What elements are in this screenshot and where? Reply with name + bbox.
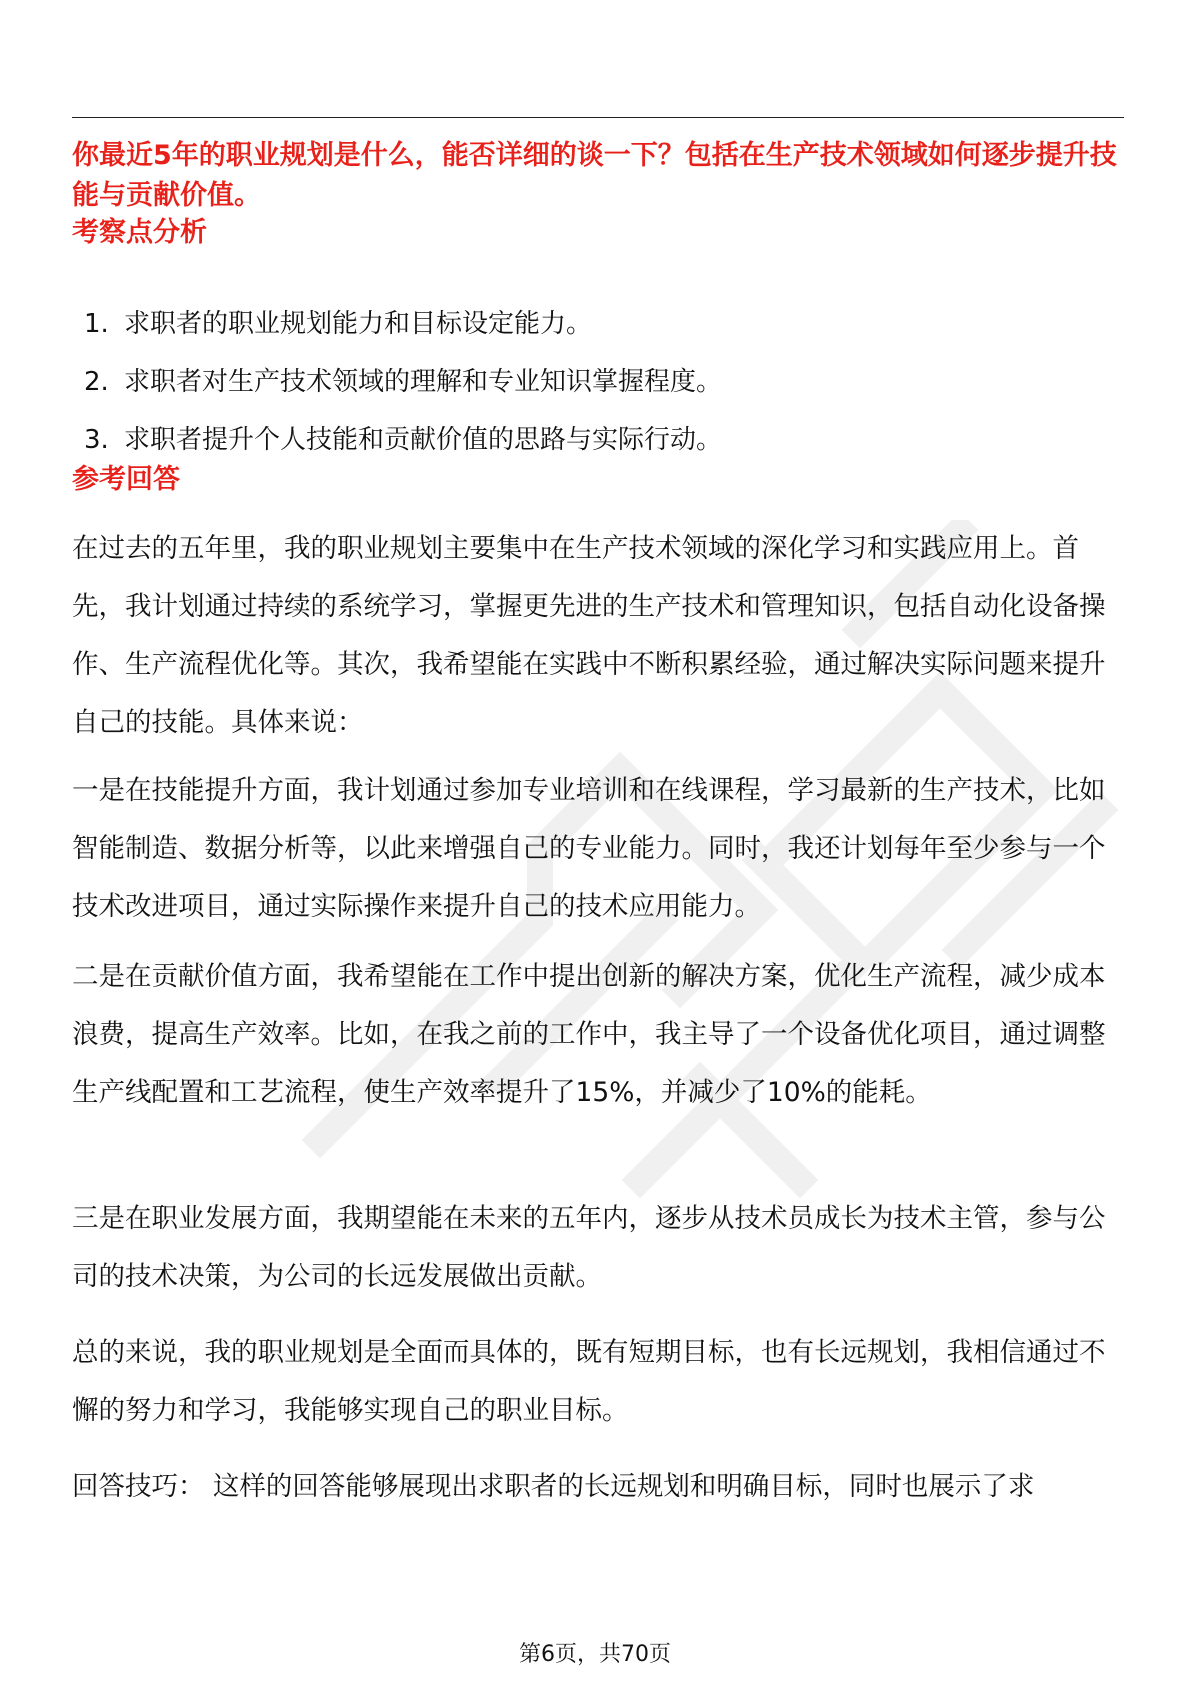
- list-item: [84, 306, 1114, 364]
- analysis-title: 考察点分析: [72, 217, 207, 248]
- question-heading: 你最近5年的职业规划是什么，能否详细的谈一下？包括在生产技术领域如何逐步提升技能与贡献价值。: [72, 140, 1117, 211]
- list-item-number: 2.: [84, 367, 109, 397]
- answer-paragraph-5: 总的来说，我的职业规划是全面而具体的，既有短期目标，也有长远规划，我相信通过不懈的努力和学习，我能够实现自己的职业目标。: [72, 1337, 1106, 1426]
- answer-paragraph-1: 在过去的五年里，我的职业规划主要集中在生产技术领域的深化学习和实践应用上。首先，我计划通过持续的系统学习，掌握更先进的生产技术和管理知识，包括自动化设备操作、生产流程优化等。其次，我希望能在实践中不断积累经验，通过解决实际问题来提升自己的技能。具体来说：: [72, 533, 1106, 738]
- list-item-number: 1.: [84, 309, 109, 339]
- list-item-text: 求职者的职业规划能力和目标设定能力。: [124, 309, 593, 339]
- answer-paragraph-2: 一是在技能提升方面，我计划通过参加专业培训和在线课程，学习最新的生产技术，比如智能制造、数据分析等，以此来增强自己的专业能力。同时，我还计划每年至少参与一个技术改进项目，通过实际操作来提升自己的技术应用能力。: [72, 775, 1106, 922]
- list-item: [84, 422, 1114, 480]
- answer-paragraph-4: 三是在职业发展方面，我期望能在未来的五年内，逐步从技术员成长为技术主管，参与公司的技术决策，为公司的长远发展做出贡献。: [72, 1203, 1106, 1292]
- header-rule: [72, 117, 1124, 118]
- analysis-points-list: [84, 306, 1114, 480]
- list-item-number: 3.: [84, 425, 109, 455]
- list-item-text: 求职者对生产技术领域的理解和专业知识掌握程度。: [124, 367, 723, 397]
- answer-tips: 回答技巧： 这样的回答能够展现出求职者的长远规划和明确目标，同时也展示了求: [72, 1471, 1035, 1502]
- page-number-footer: 第6页，共70页: [519, 1642, 671, 1667]
- answer-paragraph-3: 二是在贡献价值方面，我希望能在工作中提出创新的解决方案，优化生产流程，减少成本浪费，提高生产效率。比如，在我之前的工作中，我主导了一个设备优化项目，通过调整生产线配置和工艺流程，使生产效率提升了15%，并减少了10%的能耗。: [72, 961, 1106, 1108]
- list-item: [84, 364, 1114, 422]
- answer-title: 参考回答: [72, 464, 180, 495]
- list-item-text: 求职者提升个人技能和贡献价值的思路与实际行动。: [124, 425, 723, 455]
